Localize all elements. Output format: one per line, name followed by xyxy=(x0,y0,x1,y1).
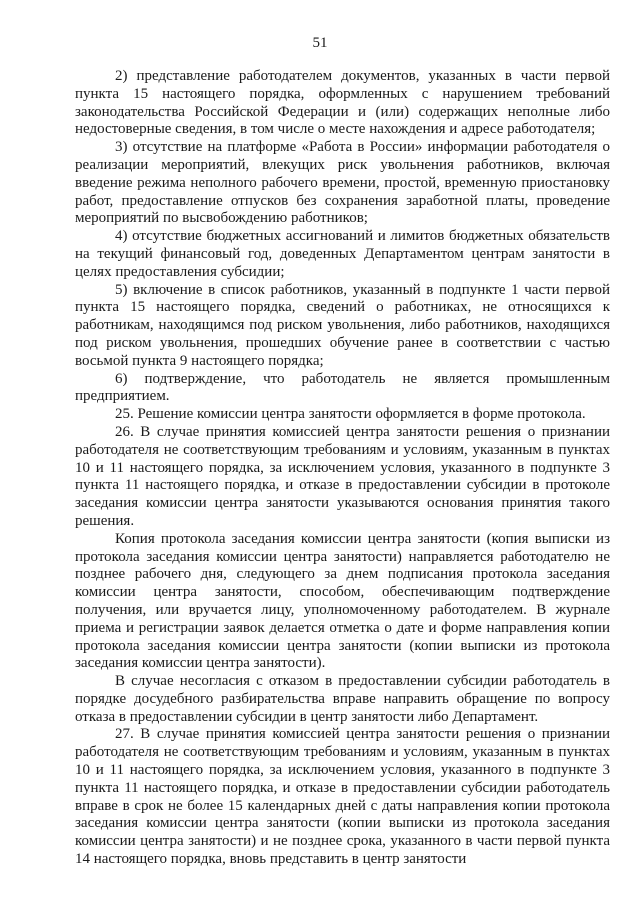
paragraph-clause-27: 27. В случае принятия комиссией центра занятости решения о признании работодателя не соответствующим требованиям и условиям, указанным в пунктах 10 и 11 настоящего порядка, за исключением условия, указанного в подпункте 3 пункта 11 настоящего порядка, и отказе в предоставлении субсидии работодатель вправе в срок не более 15 календарных дней с даты направления копии протокола заседания комиссии центра занятости (копии выписки из протокола заседания комиссии центра занятости) и не позднее срока, указанного в части первой пункта 14 настоящего порядка, вновь представить в центр занятости xyxy=(75,726,610,868)
document-body xyxy=(75,68,610,869)
paragraph-protocol-copy: Копия протокола заседания комиссии центра занятости (копия выписки из протокола заседания комиссии центра занятости) направляется работодателю не позднее рабочего дня, следующего за днем подписания протокола заседания комиссии центра занятости, способом, обеспечивающим подтверждение получения, или вручается лицу, уполномоченному работодателем. В журнале приема и регистрации заявок делается отметка о дате и форме направления копии протокола заседания комиссии центра занятости (копии выписки из протокола заседания комиссии центра занятости). xyxy=(75,530,610,672)
paragraph-disagreement: В случае несогласия с отказом в предоставлении субсидии работодатель в порядке досудебного разбирательства вправе направить обращение по вопросу отказа в предоставлении субсидии в центр занятости либо Департамент. xyxy=(75,673,610,725)
paragraph-item-2: 2) представление работодателем документов, указанных в части первой пункта 15 настоящего порядка, оформленных с нарушением требований законодательства Российской Федерации и (или) содержащих неполные либо недостоверные сведения, в том числе о месте нахождения и адресе работодателя; xyxy=(75,68,610,138)
paragraph-clause-25: 25. Решение комиссии центра занятости оформляется в форме протокола. xyxy=(115,406,586,423)
paragraph-item-3: 3) отсутствие на платформе «Работа в России» информации работодателя о реализации мероприятий, влекущих риск увольнения работников, включая введение режима неполного рабочего времени, простой, временную приостановку работ, предоставление отпусков без сохранения заработной платы, проведение мероприятий по высвобождению работников; xyxy=(75,139,610,227)
paragraph-item-5: 5) включение в список работников, указанный в подпункте 1 части первой пункта 15 настоящего порядка, сведений о работниках, не относящихся к работникам, находящимся под риском увольнения, либо работников, находящихся под риском увольнения, прошедших обучение ранее в соответствии с частью восьмой пункта 9 настоящего порядка; xyxy=(75,281,610,369)
page-number: 51 xyxy=(312,35,328,51)
paragraph-clause-26: 26. В случае принятия комиссией центра занятости решения о признании работодателя не соответствующим требованиям и условиям, указанным в пунктах 10 и 11 настоящего порядка, за исключением условия, указанного в подпункте 3 пункта 11 настоящего порядка, и отказе в предоставлении субсидии в протоколе заседания комиссии центра занятости указываются основания принятия такого решения. xyxy=(75,423,610,529)
paragraph-item-4: 4) отсутствие бюджетных ассигнований и лимитов бюджетных обязательств на текущий финансовый год, доведенных Департаментом центрам занятости в целях предоставления субсидии; xyxy=(75,228,610,280)
paragraph-item-6: 6) подтверждение, что работодатель не является промышленным предприятием. xyxy=(75,370,610,405)
